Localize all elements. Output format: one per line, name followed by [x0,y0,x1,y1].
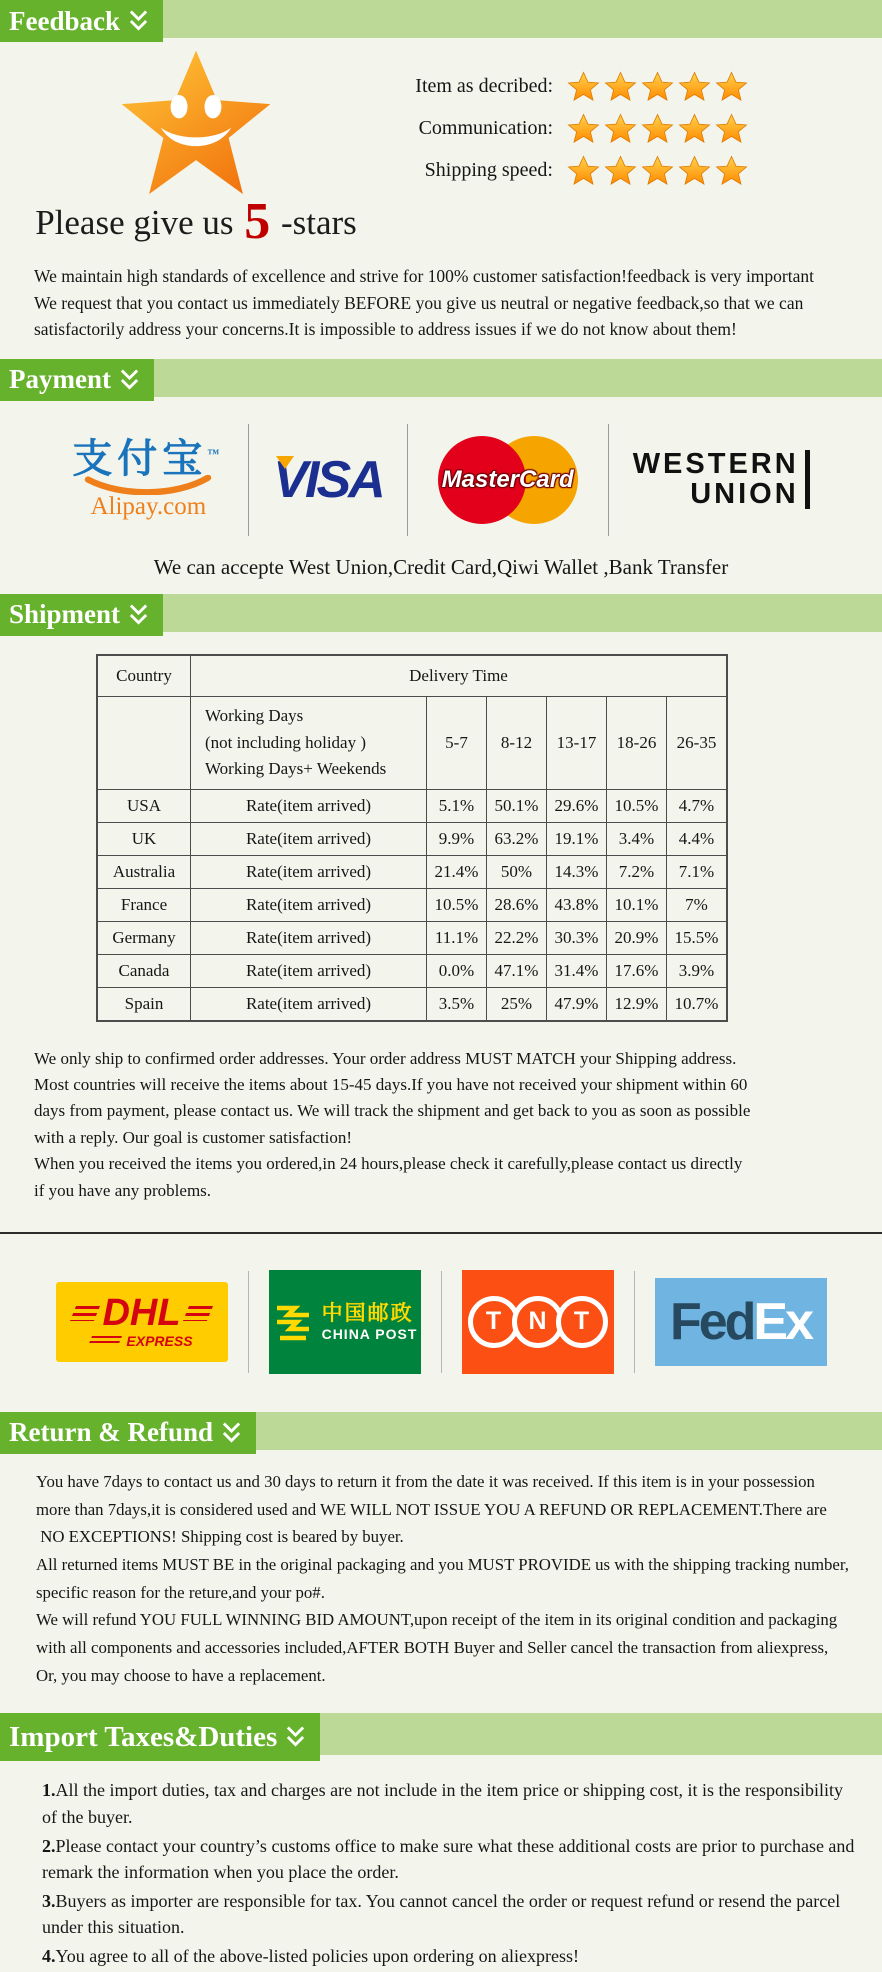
import-taxes-list [42,1777,858,1969]
star-icon [678,70,711,103]
refund-title: Return & Refund [9,1417,214,1448]
divider-line [0,1232,882,1234]
delivery-table [96,654,728,1022]
item-text: Please contact your country’s customs office to make sure what these additional costs are prior to purchase and remark the information when you place the order. [42,1835,855,1882]
rating-row [392,70,748,103]
table-row [97,921,727,954]
rate-cell: 47.9% [547,987,607,1021]
paragraph-line: We maintain high standards of excellence and strive for 100% customer satisfaction!feedback is very important [34,266,814,286]
star-icon [567,112,600,145]
table-header-row [97,655,727,697]
rate-cell: 31.4% [547,954,607,987]
table-row [97,987,727,1021]
rate-cell: 22.2% [487,921,547,954]
rate-cell: 63.2% [487,822,547,855]
note-line: if you have any problems. [34,1180,212,1200]
plea-number: 5 [244,193,271,250]
shipment-banner [0,594,882,636]
feedback-paragraph [34,263,872,343]
tnt-circle: T [468,1296,520,1348]
divider [608,424,609,536]
rate-cell: 3.4% [607,822,667,855]
dhl-logo [56,1282,228,1362]
rate-cell: 50% [487,855,547,888]
rate-cell: 7.1% [667,855,728,888]
rate-cell: 50.1% [487,789,547,822]
star-icon [678,154,711,187]
star-icon [567,70,600,103]
working-days-line: Working Days [205,706,304,726]
rate-cell: 29.6% [547,789,607,822]
dhl-express [90,1333,192,1349]
rate-label-cell: Rate(item arrived) [191,855,427,888]
rate-cell: 21.4% [427,855,487,888]
feedback-banner-box [0,0,163,42]
country-cell: Australia [97,855,191,888]
note-line: Most countries will receive the items about 15-45 days.If you have not received your shipment within 60 [34,1075,748,1095]
rate-cell: 0.0% [427,954,487,987]
table-row [97,954,727,987]
chevron-down-icon [119,366,140,394]
payment-banner [0,359,882,401]
paragraph-line: We request that you contact us immediately BEFORE you give us neutral or negative feedback,so that we can [34,292,804,313]
rate-cell: 19.1% [547,822,607,855]
rate-cell: 9.9% [427,822,487,855]
payment-caption: We can accepte West Union,Credit Card,Qiwi Wallet ,Bank Transfer [153,554,729,579]
payment-banner-box [0,359,154,401]
star-icon [715,112,748,145]
rate-cell: 4.7% [667,789,728,822]
rate-label-cell: Rate(item arrived) [191,987,427,1021]
mastercard-text: MasterCard [441,465,574,493]
dhl-text: DHL [102,1292,181,1335]
rate-label-cell: Rate(item arrived) [191,888,427,921]
item-number: 3. [42,1890,56,1911]
import-taxes-banner-box [0,1713,320,1761]
feedback-plea-block [0,44,392,251]
rate-label-cell: Rate(item arrived) [191,789,427,822]
alipay-cn-text: 支付宝™ [72,435,225,481]
rate-cell: 11.1% [427,921,487,954]
dhl-main [73,1292,209,1335]
china-post-emblem-icon [272,1299,314,1345]
working-days-line: (not including holiday ) [205,732,367,752]
fedex-ex-text: Ex [753,1292,812,1351]
list-item [42,1833,858,1885]
item-number: 4. [42,1946,56,1967]
rate-label-cell: Rate(item arrived) [191,822,427,855]
mastercard-logo [432,428,584,532]
country-cell: Germany [97,921,191,954]
table-subheader-row [97,696,727,789]
rate-cell: 10.1% [607,888,667,921]
working-days-line: Working Days+ Weekends [205,758,387,778]
rate-cell: 7% [667,888,728,921]
ratings-block [392,44,882,251]
rate-cell: 7.2% [607,855,667,888]
list-item [42,1777,858,1829]
rate-label-cell: Rate(item arrived) [191,921,427,954]
dhl-stripes-icon [88,1336,122,1346]
table-row [97,855,727,888]
divider [248,1271,249,1373]
rate-cell: 10.5% [427,888,487,921]
alipay-swoosh-icon [72,475,224,495]
country-cell: France [97,888,191,921]
refund-line: with all components and accessories included,AFTER BOTH Buyer and Seller cancel the transaction from aliexpress, [36,1638,829,1658]
divider [407,424,408,536]
china-post-cn-text: 中国邮政 [321,1301,414,1326]
day-range-cell: 18-26 [607,696,667,789]
refund-banner-box [0,1412,256,1454]
china-post-logo [269,1270,421,1374]
refund-text [36,1468,882,1690]
dhl-stripes-icon [183,1306,213,1321]
country-cell: Spain [97,987,191,1021]
western-union-logo [633,450,810,509]
rating-row [392,112,748,145]
plea-suffix: -stars [280,203,357,242]
day-range-cell: 8-12 [487,696,547,789]
header-country: Country [97,655,191,697]
china-post-text [322,1301,418,1342]
western-union-line1: WESTERN [632,448,799,481]
paragraph-line: satisfactorily address your concerns.It is impossible to address issues if we do not know about them! [34,319,737,340]
fedex-fed-text: Fed [669,1292,754,1351]
tnt-logo [462,1270,614,1374]
rate-cell: 3.5% [427,987,487,1021]
rate-cell: 20.9% [607,921,667,954]
rating-label: Item as decribed: [415,75,553,97]
rate-cell: 4.4% [667,822,728,855]
payment-title: Payment [9,364,111,395]
chevron-down-icon [128,601,149,629]
refund-banner [0,1412,882,1454]
rate-cell: 14.3% [547,855,607,888]
alipay-domain-text: Alipay.com [90,492,207,520]
import-taxes-banner [0,1713,882,1761]
star-icon [678,112,711,145]
feedback-title: Feedback [9,5,120,36]
refund-line: All returned items MUST BE in the original packaging and you MUST PROVIDE us with the shipping tracking number, [36,1554,849,1574]
tnt-circle: N [512,1296,564,1348]
note-line: We only ship to confirmed order addresses. Your order address MUST MATCH your Shipping address. [34,1048,737,1068]
rate-cell: 47.1% [487,954,547,987]
list-item [42,1943,858,1969]
refund-line: more than 7days,it is considered used and WE WILL NOT ISSUE YOU A REFUND OR REPLACEMENT.There are [36,1499,827,1519]
visa-logo [273,450,382,510]
rate-cell: 15.5% [667,921,728,954]
star-icon [567,154,600,187]
day-range-cell: 5-7 [427,696,487,789]
star-icon [715,70,748,103]
rate-cell: 43.8% [547,888,607,921]
rate-cell: 12.9% [607,987,667,1021]
country-cell: Canada [97,954,191,987]
chevron-down-icon [128,7,149,35]
day-range-cell: 13-17 [547,696,607,789]
rate-cell: 3.9% [667,954,728,987]
refund-line: We will refund YOU FULL WINNING BID AMOUNT,upon receipt of the item in its original condition and packaging [36,1610,838,1630]
divider [634,1271,635,1373]
rate-cell: 25% [487,987,547,1021]
chevron-down-icon [285,1723,306,1751]
country-cell: USA [97,789,191,822]
plea-text [0,192,392,251]
star-icon [641,70,674,103]
visa-triangle [276,456,294,469]
item-text: You agree to all of the above-listed policies upon ordering on aliexpress! [55,1946,580,1967]
china-post-en-text: CHINA POST [321,1326,418,1343]
western-union-line2: UNION [690,477,799,510]
shipment-title: Shipment [9,599,121,630]
star-icon [715,154,748,187]
list-item [42,1888,858,1940]
table-cell [97,696,191,789]
note-line: with a reply. Our goal is customer satisfaction! [34,1127,353,1147]
import-taxes-title: Import Taxes&Duties [9,1720,278,1753]
dhl-express-text: EXPRESS [126,1333,193,1350]
fedex-logo [655,1278,827,1366]
plea-prefix: Please give us [35,203,234,242]
visa-text: VISA [273,450,383,509]
table-row [97,789,727,822]
carrier-logos-row [0,1258,882,1386]
table-row [97,888,727,921]
shipment-banner-box [0,594,163,636]
country-cell: UK [97,822,191,855]
header-delivery-time: Delivery Time [191,655,728,697]
rate-cell: 30.3% [547,921,607,954]
rate-cell: 10.5% [607,789,667,822]
smiley-star-icon [112,48,280,198]
dhl-stripes-icon [70,1306,100,1321]
star-icon [641,154,674,187]
refund-line: specific reason for the reture,and your po#. [36,1582,325,1602]
divider [441,1271,442,1373]
divider [248,424,249,536]
rate-cell: 17.6% [607,954,667,987]
star-icon [604,154,637,187]
table-row [97,822,727,855]
item-number: 2. [42,1835,56,1856]
rating-label: Shipping speed: [424,159,553,181]
day-range-cell: 26-35 [667,696,728,789]
refund-line: You have 7days to contact us and 30 days to return it from the date it was received. If this item is in your possession [36,1471,815,1491]
shipment-notes [34,1046,872,1204]
feedback-top [0,44,882,251]
rate-cell: 5.1% [427,789,487,822]
payment-logos-row [0,415,882,545]
refund-line: NO EXCEPTIONS! Shipping cost is beared by buyer. [36,1527,404,1547]
item-text: Buyers as importer are responsible for tax. You cannot cancel the order or request refund or resend the parcel under this situation. [42,1890,841,1937]
rate-cell: 28.6% [487,888,547,921]
working-days-cell [191,696,427,789]
alipay-logo [72,435,225,521]
star-icon [604,112,637,145]
tnt-circle: T [556,1296,608,1348]
rating-row [392,154,748,187]
refund-line: Or, you may choose to have a replacement. [36,1665,326,1685]
item-text: All the import duties, tax and charges are not include in the item price or shipping cost, it is the responsibility of the buyer. [42,1780,844,1827]
feedback-banner [0,0,882,42]
note-line: When you received the items you ordered,in 24 hours,please check it carefully,please contact us directly [34,1154,743,1174]
star-icon [604,70,637,103]
rate-cell: 10.7% [667,987,728,1021]
item-number: 1. [42,1780,56,1801]
star-icon [641,112,674,145]
rate-label-cell: Rate(item arrived) [191,954,427,987]
rating-label: Communication: [418,117,553,139]
note-line: days from payment, please contact us. We will track the shipment and get back to you as soon as possible [34,1101,751,1121]
chevron-down-icon [221,1419,242,1447]
